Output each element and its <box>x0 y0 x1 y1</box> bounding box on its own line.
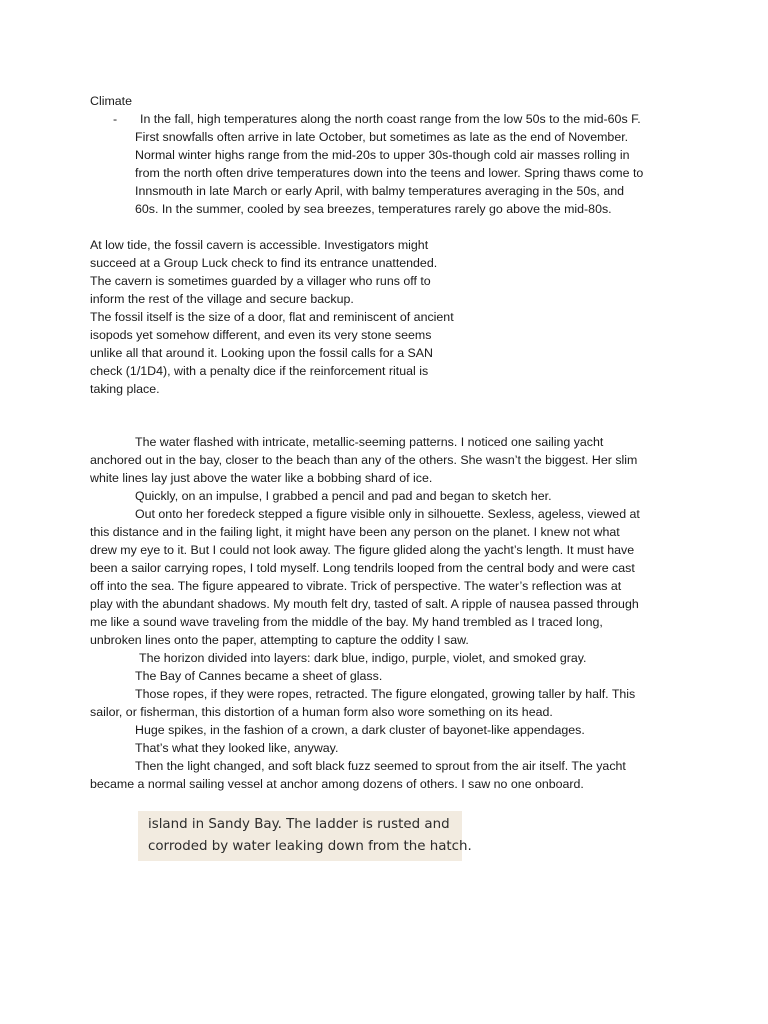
story-line: sailor, or fisherman, this distortion of a human form also wore something on its head. <box>90 705 553 719</box>
climate-line: from the north often drive temperatures down into the teens and lower. Spring thaws come to <box>135 166 644 180</box>
story-line: Out onto her foredeck stepped a figure visible only in silhouette. Sexless, ageless, viewed at <box>135 507 640 521</box>
story-line: Quickly, on an impulse, I grabbed a pencil and pad and began to sketch her. <box>135 489 552 503</box>
story-line: white lines lay just above the water like a bobbing shard of ice. <box>90 471 433 485</box>
fossil-line: isopods yet somehow different, and even its very stone seems <box>90 328 432 342</box>
story-line: The water flashed with intricate, metallic-seeming patterns. I noticed one sailing yacht <box>135 435 604 449</box>
story-line: became a normal sailing vessel at anchor among dozens of others. I saw no one onboard. <box>90 777 584 791</box>
story-line: play with the abundant shadows. My mouth felt dry, tasted of salt. A ripple of nausea passed through <box>90 597 639 611</box>
story-line: Those ropes, if they were ropes, retracted. The figure elongated, growing taller by half. This <box>135 687 636 701</box>
story-line: The horizon divided into layers: dark blue, indigo, purple, violet, and smoked gray. <box>139 651 587 665</box>
climate-line: 60s. In the summer, cooled by sea breezes, temperatures rarely go above the mid-80s. <box>135 202 612 216</box>
story-line: anchored out in the bay, closer to the beach than any of the others. She wasn’t the biggest. Her slim <box>90 453 638 467</box>
clipping-line: island in Sandy Bay. The ladder is rusted and <box>148 817 450 832</box>
fossil-line: The cavern is sometimes guarded by a villager who runs off to <box>90 274 431 288</box>
story-line: unbroken lines onto the paper, attempting to capture the oddity I saw. <box>90 633 469 647</box>
story-line: drew my eye to it. But I could not look away. The figure glided along the yacht’s length. It must have <box>90 543 635 557</box>
story-line: That’s what they looked like, anyway. <box>135 741 339 755</box>
fossil-line: The fossil itself is the size of a door, flat and reminiscent of ancient <box>90 310 454 324</box>
story-line: The Bay of Cannes became a sheet of glass. <box>135 669 383 683</box>
story-line: Then the light changed, and soft black fuzz seemed to sprout from the air itself. The yacht <box>135 759 626 773</box>
fossil-line: taking place. <box>90 382 160 396</box>
fossil-line: check (1/1D4), with a penalty dice if the reinforcement ritual is <box>90 364 429 378</box>
fossil-line: At low tide, the fossil cavern is accessible. Investigators might <box>90 238 429 252</box>
climate-line: First snowfalls often arrive in late October, but sometimes as late as the end of November. <box>135 130 629 144</box>
climate-line: Normal winter highs range from the mid-20s to upper 30s-though cold air masses rolling in <box>135 148 630 162</box>
story-line: off into the sea. The figure appeared to vibrate. Trick of perspective. The water’s reflection was at <box>90 579 622 593</box>
story-line: this distance and in the failing light, it might have been any person on the planet. I knew not what <box>90 525 620 539</box>
story-line: been a sailor carrying ropes, I told myself. Long tendrils looped from the central body and were cast <box>90 561 635 575</box>
climate-heading: Climate <box>90 94 132 108</box>
story-line: Huge spikes, in the fashion of a crown, a dark cluster of bayonet-like appendages. <box>135 723 585 737</box>
climate-line: In the fall, high temperatures along the north coast range from the low 50s to the mid-60s F. <box>140 112 641 126</box>
fossil-line: unlike all that around it. Looking upon the fossil calls for a SAN <box>90 346 434 360</box>
scanned-clipping <box>138 811 472 861</box>
bullet-marker: - <box>113 112 118 126</box>
climate-line: Innsmouth in late March or early April, with balmy temperatures averaging in the 50s, and <box>135 184 624 198</box>
fossil-line: succeed at a Group Luck check to find its entrance unattended. <box>90 256 438 270</box>
fossil-line: inform the rest of the village and secure backup. <box>90 292 354 306</box>
story-line: me like a sound wave traveling from the middle of the bay. My hand trembled as I traced long, <box>90 615 603 629</box>
clipping-line: corroded by water leaking down from the hatch. <box>148 839 472 854</box>
